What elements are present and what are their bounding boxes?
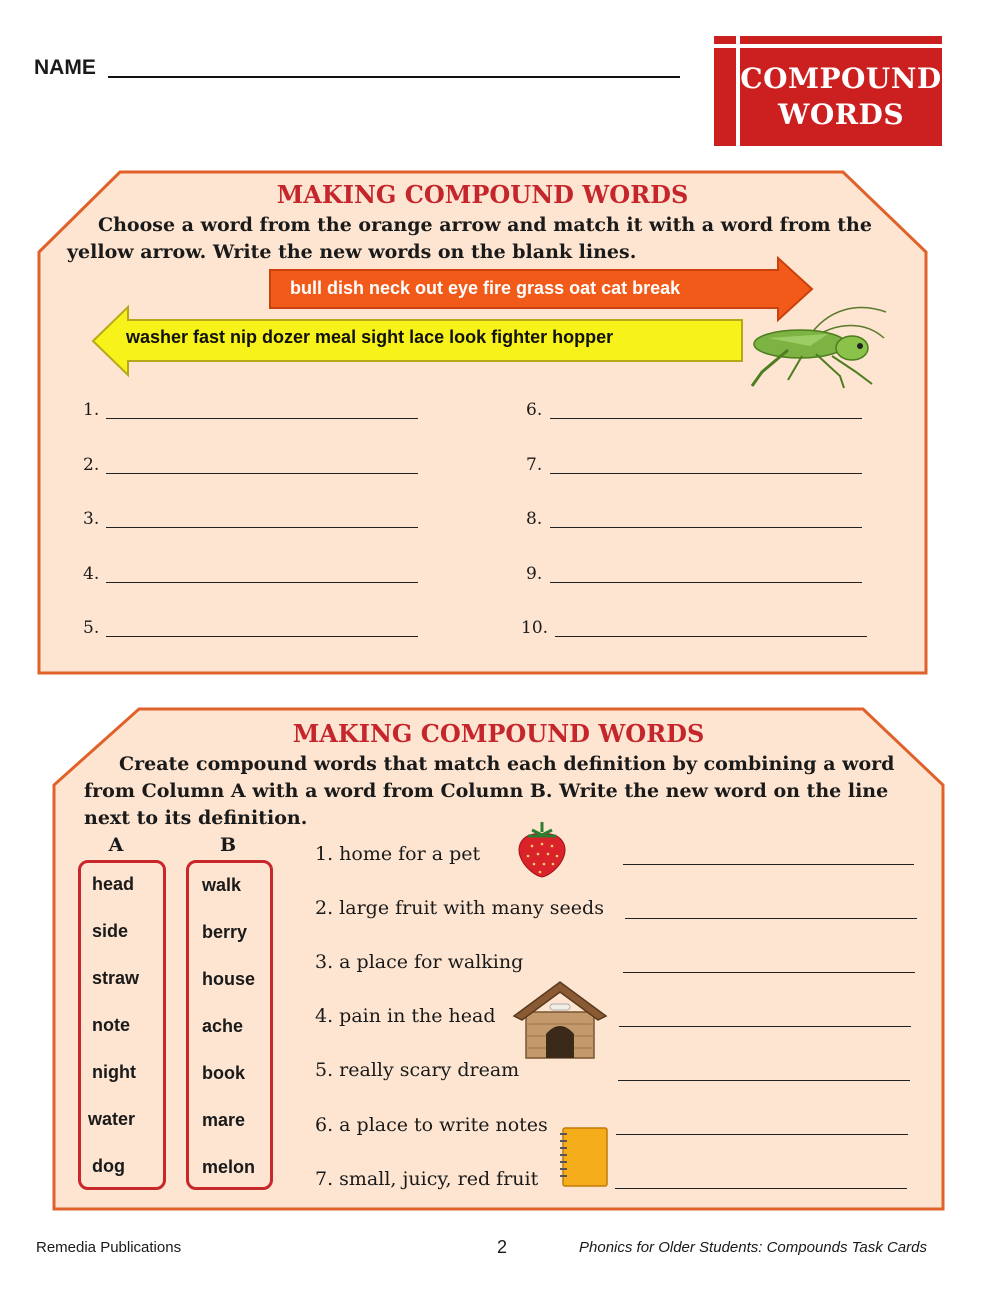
definition-answer-line-7[interactable] <box>615 1188 907 1189</box>
card2-instruction-line2: from Column A with a word from Column B. Write the new word on the line <box>84 780 889 802</box>
name-label: NAME <box>34 56 96 79</box>
answer-number-3: 3. <box>83 509 100 529</box>
card1-instruction-line2: yellow arrow. Write the new words on the blank lines. <box>67 241 637 263</box>
answer-number-8: 8. <box>526 509 543 529</box>
answer-line-4[interactable] <box>106 582 418 583</box>
badge-title-line1: COMPOUND <box>740 62 942 95</box>
answer-number-1: 1. <box>83 400 100 420</box>
column-b-word: mare <box>202 1110 246 1130</box>
card2-instruction-line3: next to its definition. <box>84 807 308 829</box>
answer-number-4: 4. <box>83 564 100 584</box>
badge-title-line2: WORDS <box>777 98 905 131</box>
column-a-word: water <box>88 1109 136 1129</box>
answer-line-3[interactable] <box>106 527 418 528</box>
answer-line-8[interactable] <box>550 527 862 528</box>
answer-line-10[interactable] <box>555 636 867 637</box>
definition-3: 3. a place for walking <box>315 951 524 973</box>
column-a-word: side <box>92 921 129 941</box>
column-b-label: B <box>219 834 237 856</box>
definition-6: 6. a place to write notes <box>315 1114 548 1136</box>
definition-7: 7. small, juicy, red fruit <box>315 1168 539 1190</box>
answer-line-7[interactable] <box>550 473 862 474</box>
answer-line-5[interactable] <box>106 636 418 637</box>
definition-answer-line-3[interactable] <box>623 972 915 973</box>
answer-line-9[interactable] <box>550 582 862 583</box>
column-a-label: A <box>108 834 124 856</box>
definition-5: 5. really scary dream <box>315 1059 520 1081</box>
definition-answer-line-4[interactable] <box>619 1026 911 1027</box>
column-a-word: head <box>92 874 135 894</box>
doghouse-icon <box>512 980 608 1060</box>
card2-instruction-line1: Create compound words that match each definition by combining a word <box>119 753 895 775</box>
column-b-word: melon <box>202 1157 256 1177</box>
answer-number-2: 2. <box>83 455 100 475</box>
definition-2: 2. large fruit with many seeds <box>315 897 604 919</box>
column-a-word: note <box>92 1015 130 1035</box>
yellow-arrow-words: washer fast nip dozer meal sight lace look fighter hopper <box>126 327 614 347</box>
column-b-word: book <box>202 1063 245 1083</box>
answer-number-5: 5. <box>83 618 100 638</box>
answer-line-2[interactable] <box>106 473 418 474</box>
definition-4: 4. pain in the head <box>315 1005 496 1027</box>
grasshopper-icon <box>748 302 890 390</box>
column-a-word: night <box>92 1062 136 1082</box>
definition-answer-line-2[interactable] <box>625 918 917 919</box>
answer-number-10: 10. <box>521 618 549 638</box>
column-a-word: straw <box>92 968 140 988</box>
definition-answer-line-1[interactable] <box>623 864 914 865</box>
answer-number-7: 7. <box>526 455 543 475</box>
notebook-icon <box>557 1124 611 1190</box>
strawberry-icon <box>516 820 568 878</box>
card1-instruction-line1: Choose a word from the orange arrow and match it with a word from the <box>98 214 872 236</box>
column-b-word: ache <box>202 1016 244 1036</box>
answer-number-6: 6. <box>526 400 543 420</box>
card2-title: MAKING COMPOUND WORDS <box>292 719 705 748</box>
column-b-word: house <box>202 969 256 989</box>
footer-book-title: Phonics for Older Students: Compounds Task Cards <box>579 1239 927 1256</box>
footer-page-number: 2 <box>497 1237 508 1257</box>
definition-answer-line-6[interactable] <box>616 1134 908 1135</box>
definition-answer-line-5[interactable] <box>618 1080 910 1081</box>
answer-line-1[interactable] <box>106 418 418 419</box>
card1-title: MAKING COMPOUND WORDS <box>276 180 689 209</box>
column-b-word: berry <box>202 922 248 942</box>
definition-1: 1. home for a pet <box>315 843 481 865</box>
answer-line-6[interactable] <box>550 418 862 419</box>
orange-arrow-words: bull dish neck out eye fire grass oat cat break <box>290 278 681 298</box>
footer-publisher: Remedia Publications <box>36 1239 182 1256</box>
column-b-word: walk <box>202 875 242 895</box>
column-a-word: dog <box>92 1156 125 1176</box>
answer-number-9: 9. <box>526 564 543 584</box>
